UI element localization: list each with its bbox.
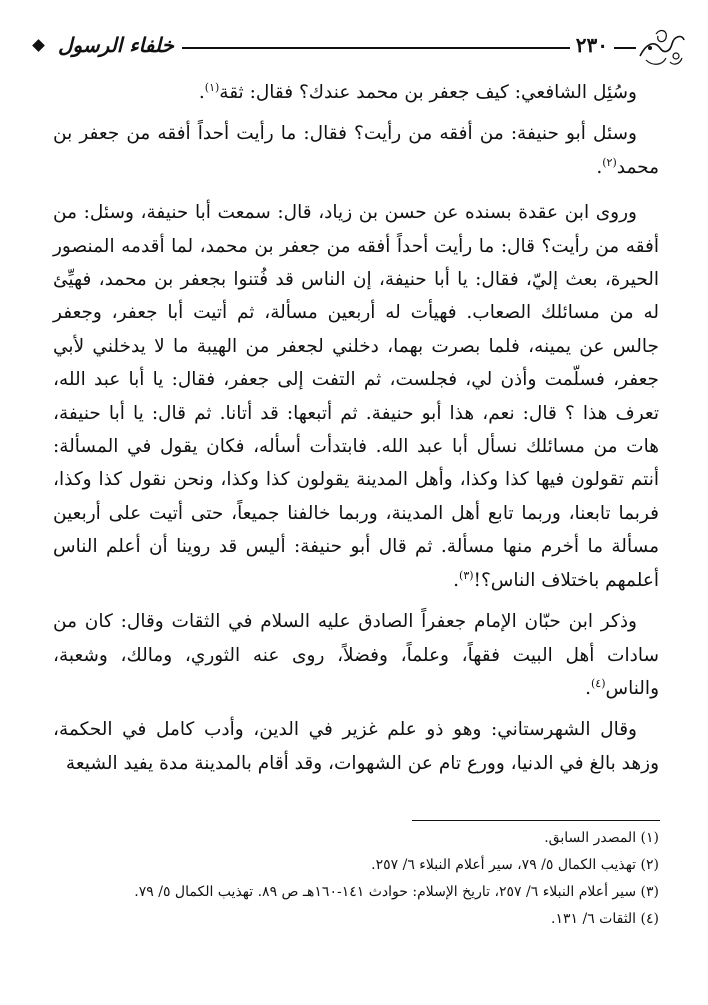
floral-ornament-icon — [636, 26, 686, 70]
paragraph — [53, 713, 659, 780]
footnote: (١) المصدر السابق. — [544, 830, 659, 846]
paragraph — [53, 196, 659, 597]
paragraph — [53, 117, 659, 184]
body-text — [53, 76, 659, 780]
footnote: (٤) الثقات ٦/ ١٣١. — [551, 911, 659, 927]
footnote-ref: (٤) — [590, 676, 606, 690]
paragraph-text: وسئل أبو حنيفة: من أفقه من رأيت؟ فقال: ما رأيت أحداً أفقه من جعفر بن محمد — [53, 123, 659, 178]
paragraph-text: وسُئِل الشافعي: كيف جعفر بن محمد عندك؟ فقال: ثقة — [219, 82, 637, 103]
footnote-ref: (٣) — [459, 568, 474, 582]
paragraph-tail: . — [198, 82, 205, 103]
footnote: (٢) تهذيب الكمال ٥/ ٧٩، سير أعلام النبلاء ٦/ ٢٥٧. — [371, 857, 659, 873]
paragraph-text: وروى ابن عقدة بسنده عن حسن بن زياد، قال: سمعت أبا حنيفة، وسئل: من أفقه من رأيت؟ قال: ما رأيت أحداً أفقه من جعفر بن محمد، لما أقدمه المنصور الحيرة، بعث إليّ، فقال: يا أبا حنيفة، إن الناس قد فُتنوا بجعفر بن محمد، فهيِّئ له من مسائلك الصعاب. فهيأت له أربعين مسألة، ثم أتيت أبا جعفر، وجعفر جالس عن يمينه، فلما بصرت بهما، دخلني لجعفر من الهيبة ما لا يدخلني لأبي جعفر، فسلّمت وأذن لي، فجلست، ثم التفت إلى جعفر، فقال: يا أبا عبد الله، تعرف هذا ؟ قال: نعم، هذا أبو حنيفة. ثم أتبعها: قد أتانا. ثم قال: يا أبا حنيفة، هات من مسائلك نسأل أبا عبد الله. فابتدأت أسأله، فكان يقول في المسألة: أنتم تقولون فيها كذا وكذا، وأهل المدينة يقولون كذا وكذا، ونحن نقول كذا وكذا، فربما تابعنا، وربما تابع أهل المدينة، وربما خالفنا جميعاً، حتى أتيت على أربعين مسألة ما أخرم منها مسألة. ثم قال أبو حنيفة: أليس قد روينا أن أعلم الناس أعلمهم باختلاف الناس؟! — [53, 202, 659, 591]
paragraph — [53, 605, 659, 705]
diamond-ornament-icon — [32, 39, 45, 52]
paragraph-tail: . — [596, 156, 603, 178]
paragraph-tail: . — [453, 569, 460, 591]
page-number: ٢٣٠ — [570, 30, 614, 60]
paragraph-tail: . — [585, 677, 591, 699]
footnote-separator — [412, 820, 660, 821]
paragraph-text: وذكر ابن حبّان الإمام جعفراً الصادق عليه السلام في الثقات وقال: كان من سادات أهل البيت فقهاً، وعلماً، وفضلاً، روى عنه الثوري، ومالك، وشعبة، والناس — [53, 611, 659, 699]
footnote-ref: (١) — [204, 80, 220, 94]
paragraph-text: وقال الشهرستاني: وهو ذو علم غزير في الدين، وأدب كامل في الحكمة، وزهد بالغ في الدنيا، وورع تام عن الشهوات، وقد أقام بالمدينة مدة يفيد الشيعة — [53, 719, 659, 774]
paragraph — [53, 76, 659, 109]
running-title: خلفاء الرسول — [50, 30, 182, 60]
footnote: (٣) سير أعلام النبلاء ٦/ ٢٥٧، تاريخ الإسلام: حوادث ١٤١-١٦٠هـ ص ٨٩. تهذيب الكمال ٥/ ٧٩. — [134, 884, 659, 900]
footnote-ref: (٢) — [602, 155, 617, 169]
footnotes — [53, 826, 659, 934]
page-header — [20, 26, 692, 74]
